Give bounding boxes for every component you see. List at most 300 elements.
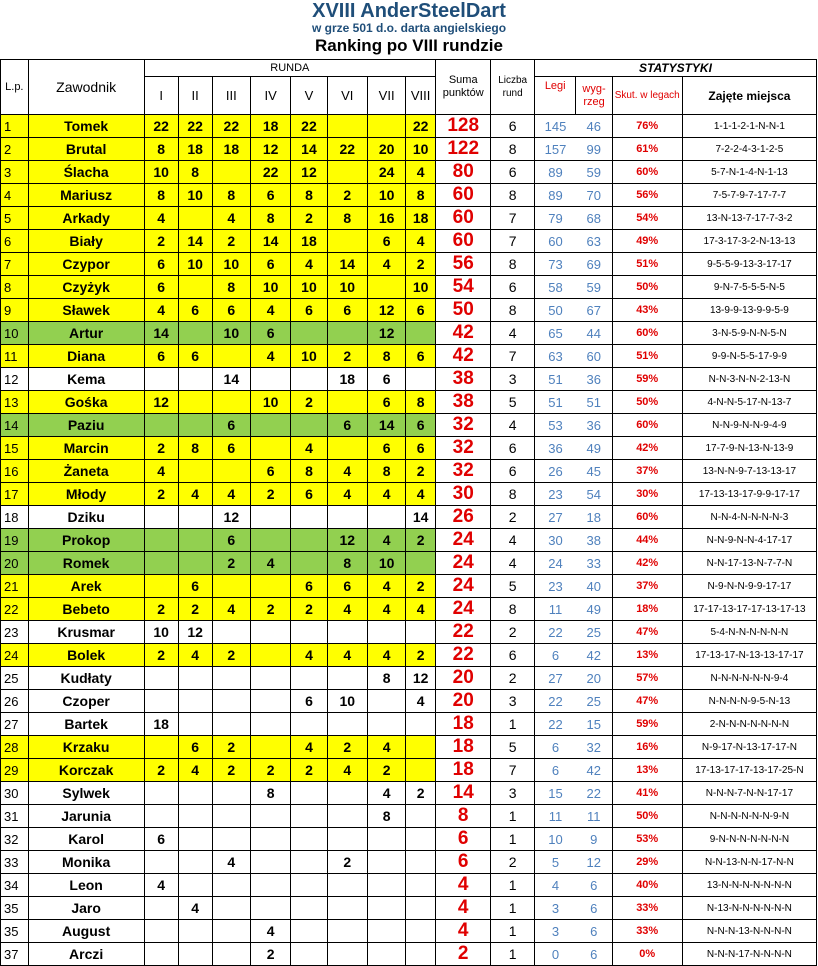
round-1-points: 8 bbox=[144, 138, 178, 161]
round-5-points: 2 bbox=[291, 759, 327, 782]
round-3-points bbox=[212, 713, 250, 736]
rank-cell: 15 bbox=[1, 437, 29, 460]
round-1-points: 4 bbox=[144, 299, 178, 322]
legs-value: 157 bbox=[534, 138, 575, 161]
round-5-points: 4 bbox=[291, 253, 327, 276]
rank-cell: 18 bbox=[1, 506, 29, 529]
legs-value: 145 bbox=[534, 115, 575, 138]
round-3-points bbox=[212, 575, 250, 598]
rounds-count: 6 bbox=[491, 115, 535, 138]
round-7-points: 8 bbox=[367, 805, 405, 828]
round-1-points bbox=[144, 552, 178, 575]
total-points: 24 bbox=[436, 552, 491, 575]
won-value: 6 bbox=[576, 874, 612, 897]
total-points: 24 bbox=[436, 598, 491, 621]
won-value: 40 bbox=[576, 575, 612, 598]
round-5-points: 12 bbox=[291, 161, 327, 184]
legs-value: 11 bbox=[534, 805, 575, 828]
rank-cell: 29 bbox=[1, 759, 29, 782]
table-row bbox=[1, 598, 817, 621]
round-8-points bbox=[406, 368, 436, 391]
total-points: 32 bbox=[436, 437, 491, 460]
rank-cell: 27 bbox=[1, 713, 29, 736]
total-points: 24 bbox=[436, 575, 491, 598]
places-value: 5-4-N-N-N-N-N-N bbox=[682, 621, 816, 644]
table-row bbox=[1, 690, 817, 713]
round-8-points: 8 bbox=[406, 184, 436, 207]
round-1-points: 2 bbox=[144, 230, 178, 253]
efficiency-value: 42% bbox=[612, 552, 682, 575]
round-5-points: 8 bbox=[291, 184, 327, 207]
won-value: 99 bbox=[576, 138, 612, 161]
rank-cell: 11 bbox=[1, 345, 29, 368]
round-1-points: 12 bbox=[144, 391, 178, 414]
rank-cell: 13 bbox=[1, 391, 29, 414]
round-4-points: 18 bbox=[250, 115, 290, 138]
places-value: 17-13-17-17-13-17-25-N bbox=[682, 759, 816, 782]
round-3-points bbox=[212, 667, 250, 690]
player-name: Arczi bbox=[28, 943, 144, 966]
round-7-points: 2 bbox=[367, 759, 405, 782]
round-7-points bbox=[367, 920, 405, 943]
round-7-points: 12 bbox=[367, 299, 405, 322]
rounds-count: 8 bbox=[491, 483, 535, 506]
round-4-points: 8 bbox=[250, 782, 290, 805]
round-7-points bbox=[367, 943, 405, 966]
round-4-points: 4 bbox=[250, 299, 290, 322]
round-7-points bbox=[367, 690, 405, 713]
round-1-points: 8 bbox=[144, 184, 178, 207]
round-1-points bbox=[144, 506, 178, 529]
round-3-points: 14 bbox=[212, 368, 250, 391]
round-8-points: 6 bbox=[406, 414, 436, 437]
won-value: 18 bbox=[576, 506, 612, 529]
round-7-points bbox=[367, 621, 405, 644]
legs-value: 53 bbox=[534, 414, 575, 437]
round-4-points bbox=[250, 805, 290, 828]
round-1-points: 4 bbox=[144, 207, 178, 230]
player-name: Brutal bbox=[28, 138, 144, 161]
won-value: 42 bbox=[576, 759, 612, 782]
total-points: 18 bbox=[436, 759, 491, 782]
total-points: 4 bbox=[436, 874, 491, 897]
round-6-points: 8 bbox=[327, 552, 367, 575]
total-points: 32 bbox=[436, 460, 491, 483]
round-8-points: 2 bbox=[406, 460, 436, 483]
player-name: Arkady bbox=[28, 207, 144, 230]
round-6-points bbox=[327, 920, 367, 943]
total-points: 22 bbox=[436, 621, 491, 644]
ranking-heading: Ranking po VIII rundzie bbox=[315, 36, 503, 55]
round-3-points: 18 bbox=[212, 138, 250, 161]
won-value: 9 bbox=[576, 828, 612, 851]
ranking-rows bbox=[1, 115, 817, 966]
total-points: 80 bbox=[436, 161, 491, 184]
efficiency-value: 37% bbox=[612, 460, 682, 483]
rank-cell: 30 bbox=[1, 782, 29, 805]
places-value: 17-13-17-N-13-13-17-17 bbox=[682, 644, 816, 667]
round-5-points: 18 bbox=[291, 230, 327, 253]
total-points: 30 bbox=[436, 483, 491, 506]
places-value: 9-5-5-9-13-3-17-17 bbox=[682, 253, 816, 276]
total-points: 42 bbox=[436, 322, 491, 345]
player-name: Mariusz bbox=[28, 184, 144, 207]
player-name: Prokop bbox=[28, 529, 144, 552]
round-6-points: 22 bbox=[327, 138, 367, 161]
round-5-points bbox=[291, 713, 327, 736]
won-value: 49 bbox=[576, 437, 612, 460]
efficiency-value: 0% bbox=[612, 943, 682, 966]
won-value: 6 bbox=[576, 943, 612, 966]
round-1-points: 10 bbox=[144, 161, 178, 184]
player-name: Czyżyk bbox=[28, 276, 144, 299]
player-name: Biały bbox=[28, 230, 144, 253]
total-points: 38 bbox=[436, 368, 491, 391]
round-2-points: 4 bbox=[178, 759, 212, 782]
rank-cell: 9 bbox=[1, 299, 29, 322]
player-name: Jarunia bbox=[28, 805, 144, 828]
efficiency-value: 60% bbox=[612, 322, 682, 345]
round-2-points: 4 bbox=[178, 483, 212, 506]
round-2-points: 6 bbox=[178, 575, 212, 598]
efficiency-value: 49% bbox=[612, 230, 682, 253]
player-name: Diana bbox=[28, 345, 144, 368]
table-row bbox=[1, 253, 817, 276]
places-value: 13-N-N-9-7-13-13-17 bbox=[682, 460, 816, 483]
places-value: N-N-13-N-N-17-N-N bbox=[682, 851, 816, 874]
round-4-points: 2 bbox=[250, 598, 290, 621]
efficiency-value: 33% bbox=[612, 920, 682, 943]
round-8-points: 12 bbox=[406, 667, 436, 690]
efficiency-value: 50% bbox=[612, 276, 682, 299]
round-5-points bbox=[291, 368, 327, 391]
rounds-count: 4 bbox=[491, 552, 535, 575]
rounds-count: 4 bbox=[491, 529, 535, 552]
won-value: 6 bbox=[576, 920, 612, 943]
rank-cell: 16 bbox=[1, 460, 29, 483]
places-value: 17-3-17-3-2-N-13-13 bbox=[682, 230, 816, 253]
rank-cell: 35 bbox=[1, 920, 29, 943]
legs-value: 30 bbox=[534, 529, 575, 552]
round-2-points bbox=[178, 414, 212, 437]
round-2-points bbox=[178, 391, 212, 414]
rank-cell: 31 bbox=[1, 805, 29, 828]
total-points: 60 bbox=[436, 230, 491, 253]
header-round-4: IV bbox=[250, 77, 290, 115]
round-4-points: 4 bbox=[250, 552, 290, 575]
round-8-points bbox=[406, 851, 436, 874]
round-7-points: 12 bbox=[367, 322, 405, 345]
legs-value: 15 bbox=[534, 782, 575, 805]
efficiency-value: 29% bbox=[612, 851, 682, 874]
round-5-points bbox=[291, 529, 327, 552]
title-block bbox=[0, 0, 818, 59]
round-8-points bbox=[406, 805, 436, 828]
efficiency-value: 56% bbox=[612, 184, 682, 207]
player-name: Marcin bbox=[28, 437, 144, 460]
rounds-count: 2 bbox=[491, 851, 535, 874]
round-2-points bbox=[178, 805, 212, 828]
player-name: Czoper bbox=[28, 690, 144, 713]
legs-value: 51 bbox=[534, 391, 575, 414]
table-row bbox=[1, 874, 817, 897]
won-value: 63 bbox=[576, 230, 612, 253]
round-5-points bbox=[291, 322, 327, 345]
round-5-points bbox=[291, 874, 327, 897]
round-3-points bbox=[212, 621, 250, 644]
player-name: Kudłaty bbox=[28, 667, 144, 690]
places-value: N-9-N-N-9-9-17-17 bbox=[682, 575, 816, 598]
total-points: 42 bbox=[436, 345, 491, 368]
header-round-group: RUNDA bbox=[144, 60, 435, 77]
legs-value: 22 bbox=[534, 621, 575, 644]
header-legs: Legi bbox=[534, 77, 575, 115]
legs-value: 36 bbox=[534, 437, 575, 460]
total-points: 50 bbox=[436, 299, 491, 322]
player-name: Ślacha bbox=[28, 161, 144, 184]
round-5-points: 6 bbox=[291, 483, 327, 506]
round-2-points bbox=[178, 276, 212, 299]
rank-cell: 17 bbox=[1, 483, 29, 506]
legs-value: 6 bbox=[534, 736, 575, 759]
round-8-points: 4 bbox=[406, 230, 436, 253]
round-8-points bbox=[406, 874, 436, 897]
header-round-6: VI bbox=[327, 77, 367, 115]
player-name: Bartek bbox=[28, 713, 144, 736]
header-round-5: V bbox=[291, 77, 327, 115]
legs-value: 73 bbox=[534, 253, 575, 276]
legs-value: 50 bbox=[534, 299, 575, 322]
legs-value: 6 bbox=[534, 759, 575, 782]
round-6-points bbox=[327, 897, 367, 920]
round-7-points: 4 bbox=[367, 782, 405, 805]
round-6-points: 2 bbox=[327, 851, 367, 874]
table-row bbox=[1, 713, 817, 736]
rank-cell: 6 bbox=[1, 230, 29, 253]
round-4-points bbox=[250, 506, 290, 529]
round-8-points: 10 bbox=[406, 138, 436, 161]
header-lp: L.p. bbox=[1, 60, 29, 115]
round-6-points bbox=[327, 230, 367, 253]
places-value: N-N-N-N-9-5-N-13 bbox=[682, 690, 816, 713]
round-4-points: 12 bbox=[250, 138, 290, 161]
player-name: Krzaku bbox=[28, 736, 144, 759]
rank-cell: 22 bbox=[1, 598, 29, 621]
round-6-points: 4 bbox=[327, 759, 367, 782]
table-row bbox=[1, 276, 817, 299]
total-points: 54 bbox=[436, 276, 491, 299]
round-7-points: 8 bbox=[367, 345, 405, 368]
round-7-points bbox=[367, 874, 405, 897]
efficiency-value: 16% bbox=[612, 736, 682, 759]
won-value: 22 bbox=[576, 782, 612, 805]
won-value: 59 bbox=[576, 161, 612, 184]
round-3-points: 4 bbox=[212, 851, 250, 874]
round-8-points: 10 bbox=[406, 276, 436, 299]
round-3-points: 10 bbox=[212, 253, 250, 276]
header-stats-group: STATYSTYKI bbox=[534, 60, 816, 77]
table-row bbox=[1, 805, 817, 828]
round-3-points: 6 bbox=[212, 414, 250, 437]
round-3-points bbox=[212, 943, 250, 966]
rank-cell: 23 bbox=[1, 621, 29, 644]
round-5-points: 4 bbox=[291, 644, 327, 667]
efficiency-value: 51% bbox=[612, 253, 682, 276]
round-8-points bbox=[406, 759, 436, 782]
legs-value: 22 bbox=[534, 690, 575, 713]
round-2-points bbox=[178, 460, 212, 483]
rank-cell: 37 bbox=[1, 943, 29, 966]
rounds-count: 1 bbox=[491, 943, 535, 966]
places-value: N-N-9-N-N-4-17-17 bbox=[682, 529, 816, 552]
round-1-points: 6 bbox=[144, 276, 178, 299]
round-7-points: 4 bbox=[367, 598, 405, 621]
round-8-points: 8 bbox=[406, 391, 436, 414]
legs-value: 10 bbox=[534, 828, 575, 851]
round-4-points: 4 bbox=[250, 345, 290, 368]
won-value: 59 bbox=[576, 276, 612, 299]
round-3-points: 4 bbox=[212, 207, 250, 230]
rounds-count: 1 bbox=[491, 897, 535, 920]
round-2-points: 6 bbox=[178, 736, 212, 759]
round-2-points bbox=[178, 506, 212, 529]
round-6-points bbox=[327, 805, 367, 828]
rank-cell: 10 bbox=[1, 322, 29, 345]
round-7-points: 4 bbox=[367, 529, 405, 552]
player-name: Karol bbox=[28, 828, 144, 851]
round-4-points bbox=[250, 667, 290, 690]
places-value: N-N-N-7-N-N-17-17 bbox=[682, 782, 816, 805]
round-4-points: 6 bbox=[250, 322, 290, 345]
total-points: 38 bbox=[436, 391, 491, 414]
round-6-points bbox=[327, 943, 367, 966]
won-value: 69 bbox=[576, 253, 612, 276]
round-5-points: 8 bbox=[291, 460, 327, 483]
round-6-points: 4 bbox=[327, 644, 367, 667]
total-points: 122 bbox=[436, 138, 491, 161]
rounds-count: 2 bbox=[491, 621, 535, 644]
won-value: 70 bbox=[576, 184, 612, 207]
round-6-points: 4 bbox=[327, 598, 367, 621]
total-points: 18 bbox=[436, 736, 491, 759]
efficiency-value: 44% bbox=[612, 529, 682, 552]
places-value: N-N-17-13-N-7-7-N bbox=[682, 552, 816, 575]
efficiency-value: 47% bbox=[612, 690, 682, 713]
legs-value: 5 bbox=[534, 851, 575, 874]
efficiency-value: 47% bbox=[612, 621, 682, 644]
legs-value: 27 bbox=[534, 506, 575, 529]
table-row bbox=[1, 851, 817, 874]
round-4-points: 6 bbox=[250, 253, 290, 276]
legs-value: 27 bbox=[534, 667, 575, 690]
tournament-title: XVIII AnderSteelDart bbox=[312, 0, 506, 22]
round-1-points: 2 bbox=[144, 437, 178, 460]
rank-cell: 20 bbox=[1, 552, 29, 575]
legs-value: 79 bbox=[534, 207, 575, 230]
won-value: 33 bbox=[576, 552, 612, 575]
player-name: Żaneta bbox=[28, 460, 144, 483]
round-3-points: 2 bbox=[212, 736, 250, 759]
efficiency-value: 60% bbox=[612, 414, 682, 437]
round-1-points: 2 bbox=[144, 759, 178, 782]
efficiency-value: 40% bbox=[612, 874, 682, 897]
round-8-points bbox=[406, 552, 436, 575]
places-value: N-N-4-N-N-N-N-3 bbox=[682, 506, 816, 529]
round-1-points bbox=[144, 782, 178, 805]
round-2-points bbox=[178, 851, 212, 874]
efficiency-value: 57% bbox=[612, 667, 682, 690]
places-value: 13-N-N-N-N-N-N-N bbox=[682, 874, 816, 897]
won-value: 44 bbox=[576, 322, 612, 345]
places-value: 9-N-N-N-N-N-N-N bbox=[682, 828, 816, 851]
round-8-points: 6 bbox=[406, 437, 436, 460]
round-3-points bbox=[212, 345, 250, 368]
player-name: Korczak bbox=[28, 759, 144, 782]
round-8-points: 2 bbox=[406, 782, 436, 805]
round-3-points bbox=[212, 828, 250, 851]
won-value: 54 bbox=[576, 483, 612, 506]
round-3-points: 6 bbox=[212, 299, 250, 322]
round-1-points: 6 bbox=[144, 828, 178, 851]
places-value: 9-9-N-5-5-17-9-9 bbox=[682, 345, 816, 368]
round-4-points: 2 bbox=[250, 943, 290, 966]
round-2-points: 22 bbox=[178, 115, 212, 138]
round-3-points bbox=[212, 161, 250, 184]
round-6-points: 6 bbox=[327, 299, 367, 322]
round-2-points: 4 bbox=[178, 897, 212, 920]
round-7-points: 4 bbox=[367, 575, 405, 598]
total-points: 60 bbox=[436, 207, 491, 230]
round-2-points bbox=[178, 529, 212, 552]
round-7-points bbox=[367, 897, 405, 920]
rank-cell: 3 bbox=[1, 161, 29, 184]
efficiency-value: 51% bbox=[612, 345, 682, 368]
rank-cell: 26 bbox=[1, 690, 29, 713]
table-row bbox=[1, 184, 817, 207]
round-3-points: 6 bbox=[212, 529, 250, 552]
places-value: N-9-17-N-13-17-17-N bbox=[682, 736, 816, 759]
round-1-points bbox=[144, 690, 178, 713]
legs-value: 63 bbox=[534, 345, 575, 368]
total-points: 56 bbox=[436, 253, 491, 276]
round-3-points bbox=[212, 805, 250, 828]
round-5-points: 2 bbox=[291, 207, 327, 230]
efficiency-value: 13% bbox=[612, 759, 682, 782]
round-7-points: 4 bbox=[367, 483, 405, 506]
places-value: 5-7-N-1-4-N-1-13 bbox=[682, 161, 816, 184]
total-points: 18 bbox=[436, 713, 491, 736]
rounds-count: 3 bbox=[491, 690, 535, 713]
round-4-points bbox=[250, 897, 290, 920]
table-row bbox=[1, 207, 817, 230]
header-player: Zawodnik bbox=[28, 60, 144, 115]
legs-value: 23 bbox=[534, 575, 575, 598]
header-won: wyg-rzeg bbox=[576, 77, 612, 115]
table-row bbox=[1, 828, 817, 851]
rounds-count: 6 bbox=[491, 460, 535, 483]
round-6-points: 8 bbox=[327, 207, 367, 230]
round-5-points: 6 bbox=[291, 299, 327, 322]
round-2-points: 14 bbox=[178, 230, 212, 253]
round-8-points: 2 bbox=[406, 644, 436, 667]
won-value: 6 bbox=[576, 897, 612, 920]
round-4-points: 6 bbox=[250, 184, 290, 207]
legs-value: 26 bbox=[534, 460, 575, 483]
places-value: N-N-N-N-N-N-9-N bbox=[682, 805, 816, 828]
round-7-points bbox=[367, 115, 405, 138]
round-6-points bbox=[327, 506, 367, 529]
round-8-points: 2 bbox=[406, 575, 436, 598]
